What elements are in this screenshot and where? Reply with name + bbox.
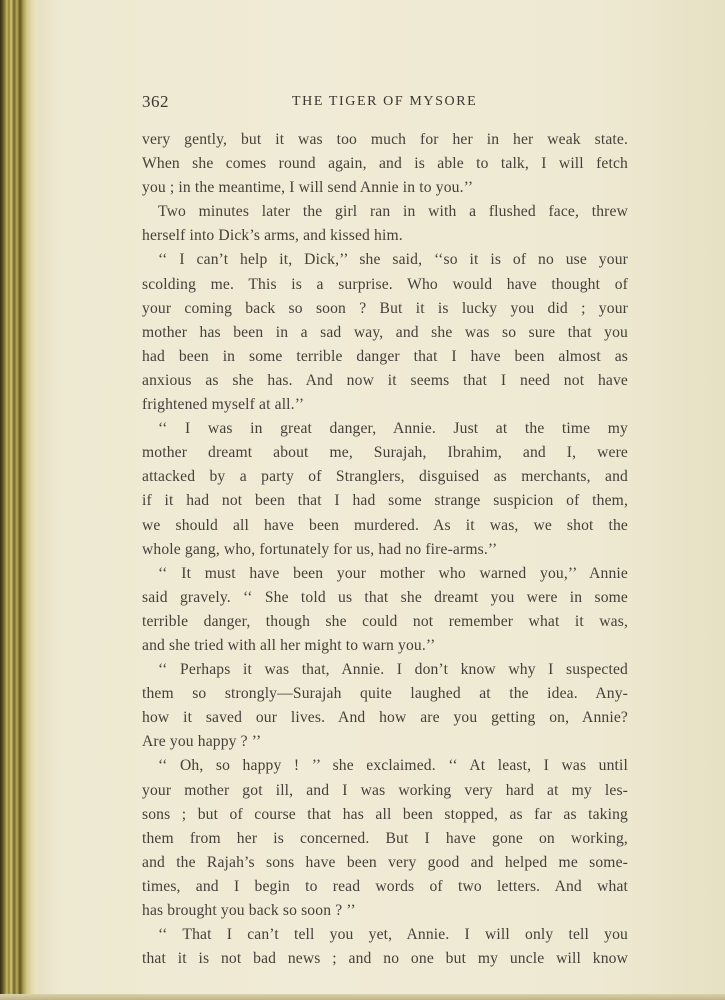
text-line: times, and I begin to read words of two letters. And what	[142, 877, 628, 895]
text-line: you ; in the meantime, I will send Annie in to you.’’	[142, 179, 474, 197]
text-line: if it had not been that I had some strange suspicion of them,	[142, 492, 628, 510]
text-line: whole gang, who, fortunately for us, had no fire-arms.’’	[142, 540, 498, 558]
book-binding	[0, 0, 38, 1000]
text-line: herself into Dick’s arms, and kissed him.	[142, 227, 403, 245]
page-bottom-edge	[0, 994, 725, 1000]
text-line: and she tried with all her might to warn you.’’	[142, 636, 436, 654]
text-line: attacked by a party of Stranglers, disguised as merchants, and	[142, 468, 628, 486]
text-line: has brought you back so soon ? ’’	[142, 902, 356, 919]
page-header	[142, 92, 606, 114]
text-line: anxious as she has. And now it seems that I need not have	[142, 371, 628, 389]
text-line: and the Rajah’s sons have been very good and helped me some-	[142, 853, 628, 871]
text-line: ‘‘ Perhaps it was that, Annie. I don’t know why I suspected	[158, 661, 628, 679]
page-number: 362	[142, 92, 169, 111]
text-line: terrible danger, though she could not remember what it was,	[142, 612, 628, 630]
text-line: scolding me. This is a surprise. Who would have thought of	[142, 275, 628, 293]
text-line: your mother got ill, and I was working very hard at my les-	[142, 781, 628, 799]
running-title: THE TIGER OF MYSORE	[292, 94, 478, 109]
text-line: said gravely. ‘‘ She told us that she dreamt you were in some	[142, 588, 628, 606]
text-line: Are you happy ? ’’	[142, 733, 262, 751]
text-line: ‘‘ I can’t help it, Dick,’’ she said, ‘‘so it is of no use your	[158, 251, 628, 269]
text-line: frightened myself at all.’’	[142, 396, 305, 414]
text-line: sons ; but of course that has all been stopped, as far as taking	[142, 805, 628, 823]
text-line: mother dreamt about me, Surajah, Ibrahim, and I, were	[142, 444, 628, 462]
text-line: very gently, but it was too much for her in her weak state.	[142, 131, 628, 148]
text-line: how it saved our lives. And how are you getting on, Annie?	[142, 709, 628, 727]
text-line: we should all have been murdered. As it was, we shot the	[142, 516, 628, 534]
text-line: had been in some terrible danger that I have been almost as	[142, 347, 628, 365]
text-line: them so strongly—Surajah quite laughed at the idea. Any-	[142, 685, 628, 703]
text-line: that it is not bad news ; and no one but my uncle will know	[142, 950, 628, 968]
text-line: mother has been in a sad way, and she was so sure that you	[142, 323, 628, 341]
text-line: your coming back so soon ? But it is lucky you did ; your	[142, 299, 628, 317]
text-line: When she comes round again, and is able to talk, I will fetch	[142, 155, 628, 173]
text-line: them from her is concerned. But I have gone on working,	[142, 829, 628, 847]
text-line: Two minutes later the girl ran in with a flushed face, threw	[158, 203, 628, 221]
text-line: ‘‘ I was in great danger, Annie. Just at the time my	[158, 420, 628, 438]
text-line: ‘‘ That I can’t tell you yet, Annie. I will only tell you	[158, 926, 628, 944]
text-line: ‘‘ It must have been your mother who warned you,’’ Annie	[158, 564, 628, 582]
text-line: ‘‘ Oh, so happy ! ’’ she exclaimed. ‘‘ At least, I was until	[158, 757, 628, 775]
body-text	[142, 128, 628, 971]
